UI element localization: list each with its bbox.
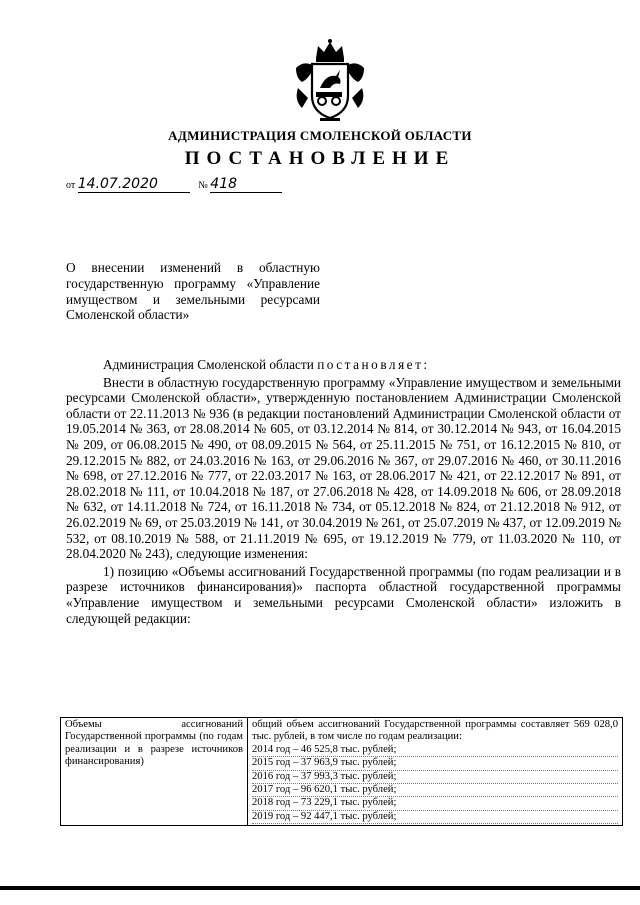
number-value: 418: [210, 176, 282, 193]
paragraph-main: Внести в областную государственную программу «Управление имуществом и земельными ресурсами Смоленской области», утвержденную постановлением Администрации Смоленской области от 22.11.2013 № 936 (в редакции постановлений Администрации Смоленской области от 19.05.2014 № 363, от 28.08.2014 № 605, от 03.12.2014 № 814, от 30.12.2014 № 943, от 16.04.2015 № 209, от 06.08.2015 № 490, от 08.09.2015 № 564, от 25.11.2015 № 751, от 16.12.2015 № 810, от 29.12.2015 № 882, от 24.03.2016 № 163, от 29.06.2016 № 367, от 29.07.2016 № 460, от 30.11.2016 № 698, от 27.12.2016 № 777, от 22.03.2017 № 163, от 28.06.2017 № 421, от 22.12.2017 № 891, от 28.02.2018 № 111, от 10.04.2018 № 187, от 27.06.2018 № 428, от 14.09.2018 № 606, от 28.09.2018 № 632, от 14.11.2018 № 724, от 16.11.2018 № 734, от 05.12.2018 № 824, от 21.12.2018 № 912, от 26.02.2019 № 69, от 25.03.2019 № 141, от 30.04.2019 № 261, от 25.07.2019 № 437, от 12.09.2019 № 532, от 08.10.2019 № 588, от 21.11.2019 № 695, от 19.12.2019 № 779, от 11.03.2020 № 110, от 28.04.2020 № 243), следующие изменения:: [66, 374, 621, 562]
table-row: [61, 718, 623, 826]
preamble-text: Администрация Смоленской области: [103, 357, 318, 372]
paragraph-item-1: 1) позицию «Объемы ассигнований Государственной программы (по годам реализации и в разрезе источников финансирования)» паспорта областной государственной программы «Управление имуществом и земельными ресурсами Смоленской области» изложить в следующей редакции:: [66, 563, 621, 626]
date-number-line: [66, 176, 282, 193]
document-subject: О внесении изменений в областную государственную программу «Управление имуществом и земельными ресурсами Смоленской области»: [66, 260, 320, 323]
year-line: 2018 год – 73 229,1 тыс. рублей;: [252, 797, 618, 810]
document-type: ПОСТАНОВЛЕНИЕ: [184, 148, 456, 169]
preamble: [66, 357, 621, 373]
date-value: 14.07.2020: [78, 176, 190, 193]
year-line: 2014 год – 46 525,8 тыс. рублей;: [252, 744, 618, 757]
page-bottom-edge: [0, 886, 640, 890]
preamble-keyword: постановляет:: [317, 357, 430, 372]
year-line: 2017 год – 96 620,1 тыс. рублей;: [252, 784, 618, 797]
document-body: [66, 357, 621, 628]
table-cell-values: [248, 718, 623, 826]
date-prefix: от: [66, 180, 76, 191]
year-line: 2016 год – 37 993,3 тыс. рублей;: [252, 771, 618, 784]
organization-name: АДМИНИСТРАЦИЯ СМОЛЕНСКОЙ ОБЛАСТИ: [168, 128, 472, 143]
number-prefix: №: [198, 180, 208, 191]
financing-table: [60, 717, 623, 826]
year-line: 2015 год – 37 963,9 тыс. рублей;: [252, 757, 618, 770]
coat-of-arms-emblem: [292, 38, 368, 122]
table-cell-title: Объемы ассигнований Государственной программы (по годам реализации и в разрезе источников финансирования): [61, 718, 248, 826]
year-line: 2019 год – 92 447,1 тыс. рублей;: [252, 811, 618, 824]
financing-intro: общий объем ассигнований Государственной программы составляет 569 028,0 тыс. рублей, в том числе по годам реализации:: [252, 719, 618, 743]
